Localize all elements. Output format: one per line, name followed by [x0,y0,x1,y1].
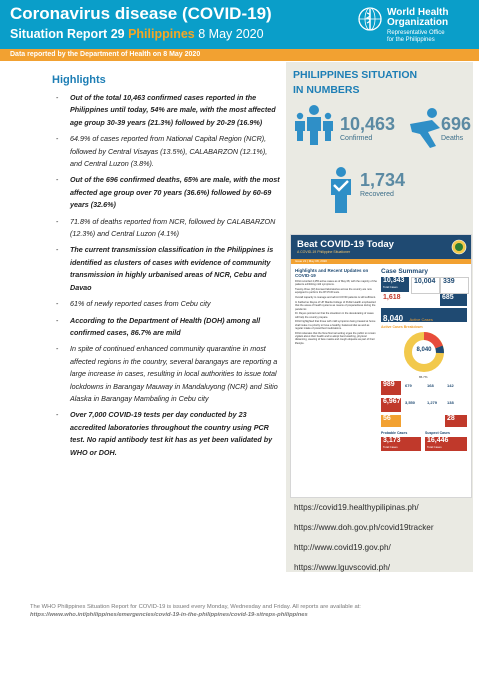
resource-links [294,498,469,578]
footer-note [30,603,450,619]
report-header [0,0,479,49]
data-source-banner [0,49,479,61]
highlight-item: - 61% of newly reported cases from Cebu city [52,298,280,310]
page-subtitle [10,27,264,41]
report-number: Situation Report 29 [10,27,125,41]
highlight-item: - Out of the 696 confirmed deaths, 65% are male, with the most affected age group over 70 years (36.6%) followed by 60-69 years (32.6%) [52,174,280,211]
deaths-person-icon [406,106,446,152]
mid-value-4: 138 [447,400,454,405]
case-summary-title: Case Summary [381,268,428,275]
highlights-section [52,74,280,463]
confirmed-value: 10,463 [340,114,396,134]
report-thumb-paragraph: DOH reiterates that the New Normal setting urges the public to remain vigilant about their health and to adopt hand washing, physical distancing, wearing of face masks and cough etiquette as part of their lifestyle. [295,331,376,345]
who-office: Representative Office for the Philippines [387,30,445,43]
country-name: Philippines [128,27,195,41]
highlight-item: - In spite of continued enhanced community quarantine in most affected regions in the country, several barangays are reporting a large increase in cases, resulting in local authorities to issue total lockdowns in Barangay Mauway in Mandaluyong (NCR) and Sitio Alaska in Barangay Mambaling in Cebu city [52,343,280,405]
small-box-1: 989 [381,381,401,395]
donut-pct: 86.7% [419,375,428,379]
highlight-item: - 71.8% of deaths reported from NCR, followed by CALABARZON (12.3%) and Central Luzon (4.1%) [52,216,280,241]
report-thumb-summary [381,268,467,477]
highlights-list [52,92,280,459]
resource-link[interactable]: https://www.doh.gov.ph/covid19tracker [294,523,434,532]
recovered-stat [360,170,405,198]
highlight-item: - According to the Department of Health (DOH) among all confirmed cases, 86.7% are mild [52,315,280,340]
confirmed-people-icon [292,102,336,152]
recovered-label: Recovered [360,191,394,198]
confirmed-label: Confirmed [340,135,373,142]
resource-link[interactable]: https://covid19.healthypilipinas.ph/ [294,503,419,512]
sidebar-title: PHILIPPINES SITUATION IN NUMBERS [293,69,418,96]
recovered-box: 1,618 [381,294,437,306]
report-date: 8 May 2020 [198,27,264,41]
resource-link[interactable]: https://www.lguvscovid.ph/ [294,563,391,572]
mid-value-3: 1,279 [427,400,438,405]
report-thumb-paragraph: Overall capacity to manage and admit COVID patients is still sufficient. [295,296,376,300]
footer-link[interactable]: https://www.who.int/philippines/emergencies/covid-19-in-the-philippines/covid-19-sitreps-philippines [30,612,308,618]
report-thumb-title: Beat COVID-19 Today [297,239,394,250]
active-breakdown-title: Active Cases Breakdown [381,325,423,329]
suspect-title: Suspect Cases [425,431,450,435]
deaths-stat [441,114,471,142]
bottom-box-2: 28 [445,415,467,427]
doh-seal-icon [451,239,467,255]
report-thumb-paragraph: In Katherine Reyes of UP Manila College of Public Health emphasized that the areas of health systems as means of preparedness during the pandemic. [295,300,376,311]
highlights-title: Highlights [52,74,106,86]
data-source-text: Data reported by the Department of Health on 8 May 2020 [10,51,201,58]
mid-box-1: 6,967 [381,398,401,412]
page-title: Coronavirus disease (COVID-19) [10,4,272,23]
doh-report-thumbnail [290,234,472,498]
prev-total-box: 10,004 [411,277,440,294]
report-thumb-paragraph: DOH highlighted that those with mild symptoms being treated at home shall make it a priority to have a healthy, balanced diet as well as regular intake of prescribed medications. [295,320,376,331]
small-value-2: 679 [405,383,412,388]
probable-title: Probable Cases [381,431,408,435]
recovered-value: 1,734 [360,170,406,190]
deaths-label: Deaths [441,135,464,142]
who-emblem-icon [357,6,383,32]
new-cases-box: 339 [440,277,469,294]
report-thumb-subtitle: A COVID-19 Philippine Situationer [297,250,351,254]
highlight-item: - Over 7,000 COVID-19 tests per day conducted by 23 accredited laboratories throughout the country using PCR test. No rapid antibody test kit has as yet been validated by WHO or DOH. [52,409,280,459]
small-value-4: 142 [447,383,454,388]
confirmed-stat [340,114,395,142]
footer-text: The WHO Philippines Situation Report for COVID-19 is issued every Monday, Wednesday and Friday. All reports are available at: [30,604,361,610]
report-thumb-paragraph: DOH recorded 4,255 active cases as of May 08, with the majority of the patients exhibiting mild symptoms. [295,280,377,287]
report-thumb-header [291,235,471,259]
deaths-box: 685 [440,294,467,306]
resource-link[interactable]: http://www.covid19.gov.ph/ [294,543,391,552]
suspect-box: 16,446 Total Cases [425,437,467,451]
bottom-box-1: 56 [381,415,401,427]
report-thumb-issue: Issue 21 | May 08, 2020 [291,259,472,264]
recovered-person-icon [326,166,356,216]
report-thumb-paragraph: Dr. Reyes pointed out that the slowdown in the decelerating of cases will help the country prepare. [295,312,374,319]
small-value-3: 168 [427,383,434,388]
report-thumb-paragraph: Twenty-three (23) licensed laboratories across the country are now equipped to perform the RT-PCR tests. [295,288,372,295]
donut-center-value: 8,040 [416,347,432,353]
highlight-item: - Out of the total 10,463 confirmed cases reported in the Philippines until today, 54% are male, with the most affected age group 30-39 years (21.3%) followed by 20-29 (16.9%) [52,92,280,129]
report-thumb-updates [295,268,377,347]
active-cases-box: 8,040 Active Cases [381,308,467,322]
probable-box: 3,173 Total Cases [381,437,421,451]
total-cases-box: 10,343 Total Cases [381,277,409,292]
report-thumb-updates-heading: Highlights and Recent Updates on COVID-19 [295,268,369,278]
who-name: World Health Organization [387,7,449,28]
deaths-value: 696 [441,114,472,134]
mid-value-2: 3,550 [405,400,416,405]
who-logo [357,6,475,46]
highlight-item: - The current transmission classification in the Philippines is identified as clusters of cases with evidence of community transmission in highly urbanised areas of NCR, Cebu and Davao [52,244,280,294]
highlight-item: - 64.9% of cases reported from National Capital Region (NCR), followed by Central Visayas (13.5%), CALABARZON (12.1%), and Central Luzon (3.8%). [52,133,280,170]
